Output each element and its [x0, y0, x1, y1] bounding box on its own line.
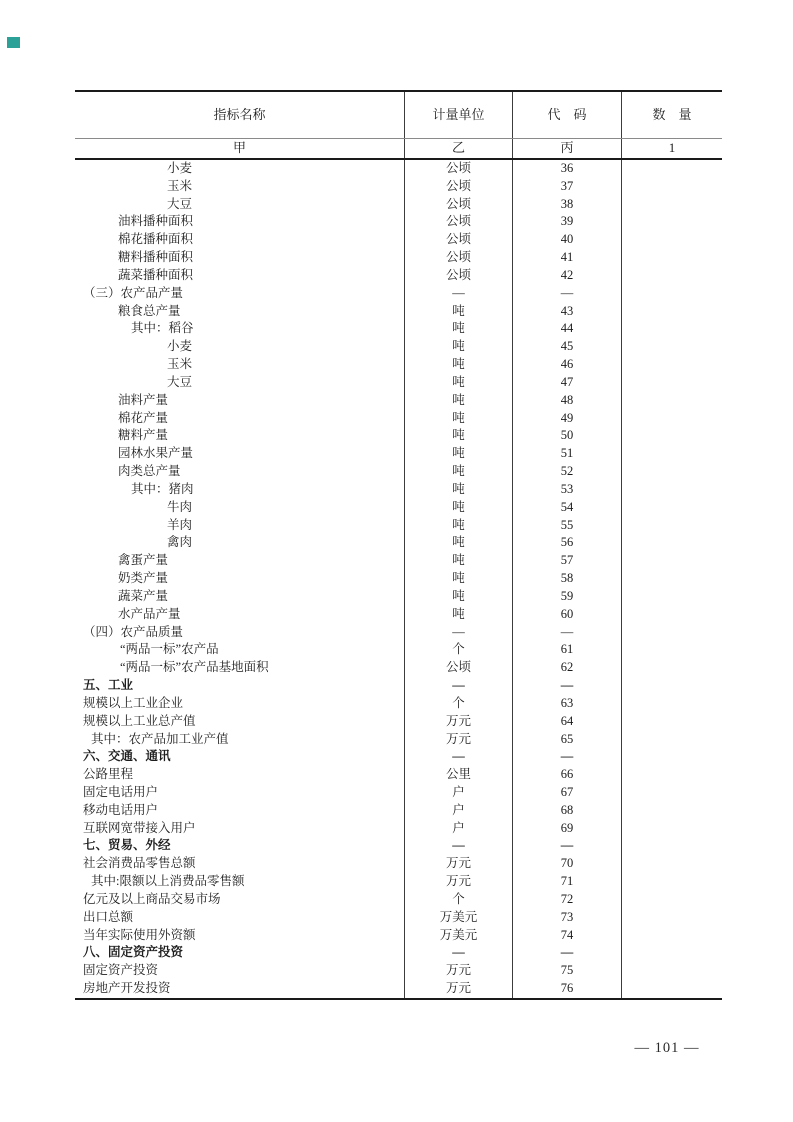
table-row	[75, 320, 722, 338]
code-cell: 57	[513, 552, 622, 570]
code-cell: 61	[513, 641, 622, 659]
code-cell: 39	[513, 213, 622, 231]
table-row	[75, 249, 722, 267]
quantity-cell	[622, 267, 722, 285]
code-cell: 70	[513, 855, 622, 873]
quantity-cell	[622, 445, 722, 463]
indicator-name-cell: 其中：猪肉	[75, 481, 405, 499]
quantity-cell	[622, 160, 722, 178]
table-row	[75, 588, 722, 606]
code-cell: 74	[513, 927, 622, 945]
indicator-name-cell: 亿元及以上商品交易市场	[75, 891, 405, 909]
table-row	[75, 909, 722, 927]
quantity-cell	[622, 249, 722, 267]
quantity-cell	[622, 980, 722, 998]
unit-cell: 吨	[405, 517, 513, 535]
quantity-cell	[622, 392, 722, 410]
code-cell: —	[513, 677, 622, 695]
code-cell: 71	[513, 873, 622, 891]
table-row	[75, 784, 722, 802]
table-row	[75, 677, 722, 695]
unit-cell: 吨	[405, 427, 513, 445]
table-row	[75, 303, 722, 321]
unit-cell: 公顷	[405, 249, 513, 267]
table-row	[75, 517, 722, 535]
indicator-name-cell: 房地产开发投资	[75, 980, 405, 998]
quantity-cell	[622, 766, 722, 784]
indicator-name-cell: 移动电话用户	[75, 802, 405, 820]
code-cell: 45	[513, 338, 622, 356]
table-row	[75, 267, 722, 285]
indicator-name-cell: 园林水果产量	[75, 445, 405, 463]
code-cell: 58	[513, 570, 622, 588]
code-cell: 46	[513, 356, 622, 374]
indicator-name-cell: 油料播种面积	[75, 213, 405, 231]
table-row	[75, 944, 722, 962]
subheader-bing: 丙	[513, 139, 622, 158]
unit-cell: 吨	[405, 410, 513, 428]
unit-cell: 吨	[405, 320, 513, 338]
unit-cell: 万元	[405, 962, 513, 980]
indicator-name-cell: 禽蛋产量	[75, 552, 405, 570]
unit-cell: 公顷	[405, 231, 513, 249]
code-cell: 64	[513, 713, 622, 731]
unit-cell: 万美元	[405, 927, 513, 945]
indicator-name-cell: 公路里程	[75, 766, 405, 784]
code-cell: 52	[513, 463, 622, 481]
code-cell: 66	[513, 766, 622, 784]
unit-cell: —	[405, 837, 513, 855]
unit-cell: 个	[405, 891, 513, 909]
unit-cell: 万元	[405, 713, 513, 731]
unit-cell: 吨	[405, 588, 513, 606]
table-row	[75, 713, 722, 731]
indicator-name-cell: 奶类产量	[75, 570, 405, 588]
code-cell: 51	[513, 445, 622, 463]
table-row	[75, 392, 722, 410]
table-row	[75, 570, 722, 588]
corner-mark	[7, 37, 20, 48]
indicator-name-cell: 固定电话用户	[75, 784, 405, 802]
code-cell: 73	[513, 909, 622, 927]
code-cell: 40	[513, 231, 622, 249]
table-row	[75, 338, 722, 356]
quantity-cell	[622, 820, 722, 838]
unit-cell: —	[405, 944, 513, 962]
unit-cell: 吨	[405, 392, 513, 410]
unit-cell: 公顷	[405, 178, 513, 196]
header-unit: 计量单位	[405, 92, 513, 138]
quantity-cell	[622, 927, 722, 945]
indicator-name-cell: 水产品产量	[75, 606, 405, 624]
code-cell: 62	[513, 659, 622, 677]
code-cell: 55	[513, 517, 622, 535]
code-cell: 41	[513, 249, 622, 267]
table-row	[75, 213, 722, 231]
unit-cell: 吨	[405, 445, 513, 463]
table-header-row	[75, 92, 722, 139]
table-row	[75, 641, 722, 659]
table-row	[75, 873, 722, 891]
quantity-cell	[622, 962, 722, 980]
quantity-cell	[622, 303, 722, 321]
indicator-name-cell: 糖料播种面积	[75, 249, 405, 267]
table-row	[75, 624, 722, 642]
unit-cell: 吨	[405, 463, 513, 481]
indicator-name-cell: 糖料产量	[75, 427, 405, 445]
quantity-cell	[622, 374, 722, 392]
table-row	[75, 356, 722, 374]
quantity-cell	[622, 481, 722, 499]
header-quantity: 数 量	[652, 107, 692, 122]
quantity-cell	[622, 213, 722, 231]
unit-cell: 户	[405, 784, 513, 802]
code-cell: 69	[513, 820, 622, 838]
indicator-name-cell: 棉花产量	[75, 410, 405, 428]
code-cell: 38	[513, 196, 622, 214]
table-row	[75, 463, 722, 481]
indicator-name-cell: 大豆	[75, 374, 405, 392]
indicator-name-cell: 油料产量	[75, 392, 405, 410]
table-row	[75, 659, 722, 677]
unit-cell: —	[405, 677, 513, 695]
indicator-name-cell: （四）农产品质量	[75, 624, 405, 642]
subheader-1: 1	[668, 140, 676, 155]
quantity-cell	[622, 231, 722, 249]
table-row	[75, 196, 722, 214]
quantity-cell	[622, 624, 722, 642]
unit-cell: 户	[405, 802, 513, 820]
indicator-name-cell: 出口总额	[75, 909, 405, 927]
table-row	[75, 891, 722, 909]
quantity-cell	[622, 427, 722, 445]
quantity-cell	[622, 802, 722, 820]
table-row	[75, 427, 722, 445]
indicator-name-cell: 小麦	[75, 338, 405, 356]
code-cell: 50	[513, 427, 622, 445]
quantity-cell	[622, 178, 722, 196]
unit-cell: 公里	[405, 766, 513, 784]
unit-cell: 吨	[405, 481, 513, 499]
quantity-cell	[622, 891, 722, 909]
table-row	[75, 534, 722, 552]
indicator-name-cell: 牛肉	[75, 499, 405, 517]
quantity-cell	[622, 499, 722, 517]
unit-cell: 万元	[405, 855, 513, 873]
unit-cell: 吨	[405, 303, 513, 321]
indicator-name-cell: 其中：农产品加工业产值	[75, 731, 405, 749]
unit-cell: —	[405, 624, 513, 642]
indicator-name-cell: 固定资产投资	[75, 962, 405, 980]
quantity-cell	[622, 356, 722, 374]
quantity-cell	[622, 517, 722, 535]
indicator-name-cell: 大豆	[75, 196, 405, 214]
code-cell: —	[513, 837, 622, 855]
quantity-cell	[622, 534, 722, 552]
code-cell: 49	[513, 410, 622, 428]
indicator-name-cell: 规模以上工业总产值	[75, 713, 405, 731]
table-row	[75, 445, 722, 463]
quantity-cell	[622, 338, 722, 356]
quantity-cell	[622, 463, 722, 481]
unit-cell: 吨	[405, 552, 513, 570]
table-row	[75, 231, 722, 249]
table-body	[75, 160, 722, 998]
indicator-name-cell: 七、贸易、外经	[75, 837, 405, 855]
code-cell: 47	[513, 374, 622, 392]
quantity-cell	[622, 570, 722, 588]
code-cell: 36	[513, 160, 622, 178]
unit-cell: 吨	[405, 570, 513, 588]
code-cell: 56	[513, 534, 622, 552]
indicator-name-cell: 蔬菜播种面积	[75, 267, 405, 285]
code-cell: 59	[513, 588, 622, 606]
indicator-name-cell: 羊肉	[75, 517, 405, 535]
code-cell: 65	[513, 731, 622, 749]
table-row	[75, 820, 722, 838]
quantity-cell	[622, 552, 722, 570]
quantity-cell	[622, 713, 722, 731]
unit-cell: 吨	[405, 534, 513, 552]
table-row	[75, 980, 722, 998]
unit-cell: 吨	[405, 606, 513, 624]
quantity-cell	[622, 320, 722, 338]
unit-cell: 万元	[405, 731, 513, 749]
unit-cell: —	[405, 285, 513, 303]
indicator-name-cell: 当年实际使用外资额	[75, 927, 405, 945]
unit-cell: 吨	[405, 374, 513, 392]
table-row	[75, 766, 722, 784]
statistics-table	[75, 90, 722, 1000]
quantity-cell	[622, 748, 722, 766]
code-cell: 42	[513, 267, 622, 285]
indicator-name-cell: 小麦	[75, 160, 405, 178]
quantity-cell	[622, 641, 722, 659]
indicator-name-cell: “两品一标”农产品基地面积	[75, 659, 405, 677]
indicator-name-cell: 玉米	[75, 178, 405, 196]
header-code: 代 码	[513, 92, 622, 138]
table-row	[75, 499, 722, 517]
indicator-name-cell: 粮食总产量	[75, 303, 405, 321]
code-cell: 43	[513, 303, 622, 321]
quantity-cell	[622, 731, 722, 749]
indicator-name-cell: （三）农产品产量	[75, 285, 405, 303]
table-row	[75, 160, 722, 178]
table-row	[75, 481, 722, 499]
code-cell: 67	[513, 784, 622, 802]
quantity-cell	[622, 285, 722, 303]
code-cell: 68	[513, 802, 622, 820]
unit-cell: 公顷	[405, 213, 513, 231]
table-row	[75, 962, 722, 980]
code-cell: 63	[513, 695, 622, 713]
table-row	[75, 178, 722, 196]
code-cell: 60	[513, 606, 622, 624]
unit-cell: 万美元	[405, 909, 513, 927]
table-row	[75, 855, 722, 873]
table-row	[75, 606, 722, 624]
subheader-jia: 甲	[75, 139, 405, 158]
indicator-name-cell: 八、固定资产投资	[75, 944, 405, 962]
indicator-name-cell: 棉花播种面积	[75, 231, 405, 249]
unit-cell: 个	[405, 641, 513, 659]
unit-cell: —	[405, 748, 513, 766]
table-row	[75, 374, 722, 392]
quantity-cell	[622, 677, 722, 695]
table-row	[75, 285, 722, 303]
code-cell: 53	[513, 481, 622, 499]
unit-cell: 公顷	[405, 160, 513, 178]
quantity-cell	[622, 659, 722, 677]
table-row	[75, 552, 722, 570]
indicator-name-cell: 其中:限额以上消费品零售额	[75, 873, 405, 891]
code-cell: 54	[513, 499, 622, 517]
indicator-name-cell: 禽肉	[75, 534, 405, 552]
table-row	[75, 410, 722, 428]
quantity-cell	[622, 837, 722, 855]
indicator-name-cell: 肉类总产量	[75, 463, 405, 481]
quantity-cell	[622, 695, 722, 713]
indicator-name-cell: 互联网宽带接入用户	[75, 820, 405, 838]
indicator-name-cell: 蔬菜产量	[75, 588, 405, 606]
code-cell: 75	[513, 962, 622, 980]
quantity-cell	[622, 196, 722, 214]
indicator-name-cell: 其中：稻谷	[75, 320, 405, 338]
quantity-cell	[622, 944, 722, 962]
unit-cell: 公顷	[405, 196, 513, 214]
unit-cell: 公顷	[405, 659, 513, 677]
code-cell: 44	[513, 320, 622, 338]
code-cell: —	[513, 944, 622, 962]
unit-cell: 吨	[405, 499, 513, 517]
indicator-name-cell: 规模以上工业企业	[75, 695, 405, 713]
quantity-cell	[622, 606, 722, 624]
indicator-name-cell: 玉米	[75, 356, 405, 374]
table-row	[75, 837, 722, 855]
indicator-name-cell: 六、交通、通讯	[75, 748, 405, 766]
code-cell: 76	[513, 980, 622, 998]
code-cell: —	[513, 748, 622, 766]
code-cell: —	[513, 285, 622, 303]
quantity-cell	[622, 855, 722, 873]
indicator-name-cell: “两品一标”农产品	[75, 641, 405, 659]
page-number: — 101 —	[634, 1040, 700, 1056]
table-row	[75, 802, 722, 820]
table-row	[75, 731, 722, 749]
subheader-yi: 乙	[405, 139, 513, 158]
table-row	[75, 927, 722, 945]
code-cell: 48	[513, 392, 622, 410]
unit-cell: 公顷	[405, 267, 513, 285]
unit-cell: 吨	[405, 338, 513, 356]
indicator-name-cell: 社会消费品零售总额	[75, 855, 405, 873]
quantity-cell	[622, 873, 722, 891]
quantity-cell	[622, 588, 722, 606]
table-subheader-row	[75, 139, 722, 160]
code-cell: 72	[513, 891, 622, 909]
unit-cell: 吨	[405, 356, 513, 374]
unit-cell: 户	[405, 820, 513, 838]
code-cell: 37	[513, 178, 622, 196]
code-cell: —	[513, 624, 622, 642]
unit-cell: 个	[405, 695, 513, 713]
quantity-cell	[622, 410, 722, 428]
quantity-cell	[622, 784, 722, 802]
table-row	[75, 748, 722, 766]
unit-cell: 万元	[405, 980, 513, 998]
quantity-cell	[622, 909, 722, 927]
indicator-name-cell: 五、工业	[75, 677, 405, 695]
header-indicator-name: 指标名称	[75, 92, 405, 138]
table-row	[75, 695, 722, 713]
unit-cell: 万元	[405, 873, 513, 891]
